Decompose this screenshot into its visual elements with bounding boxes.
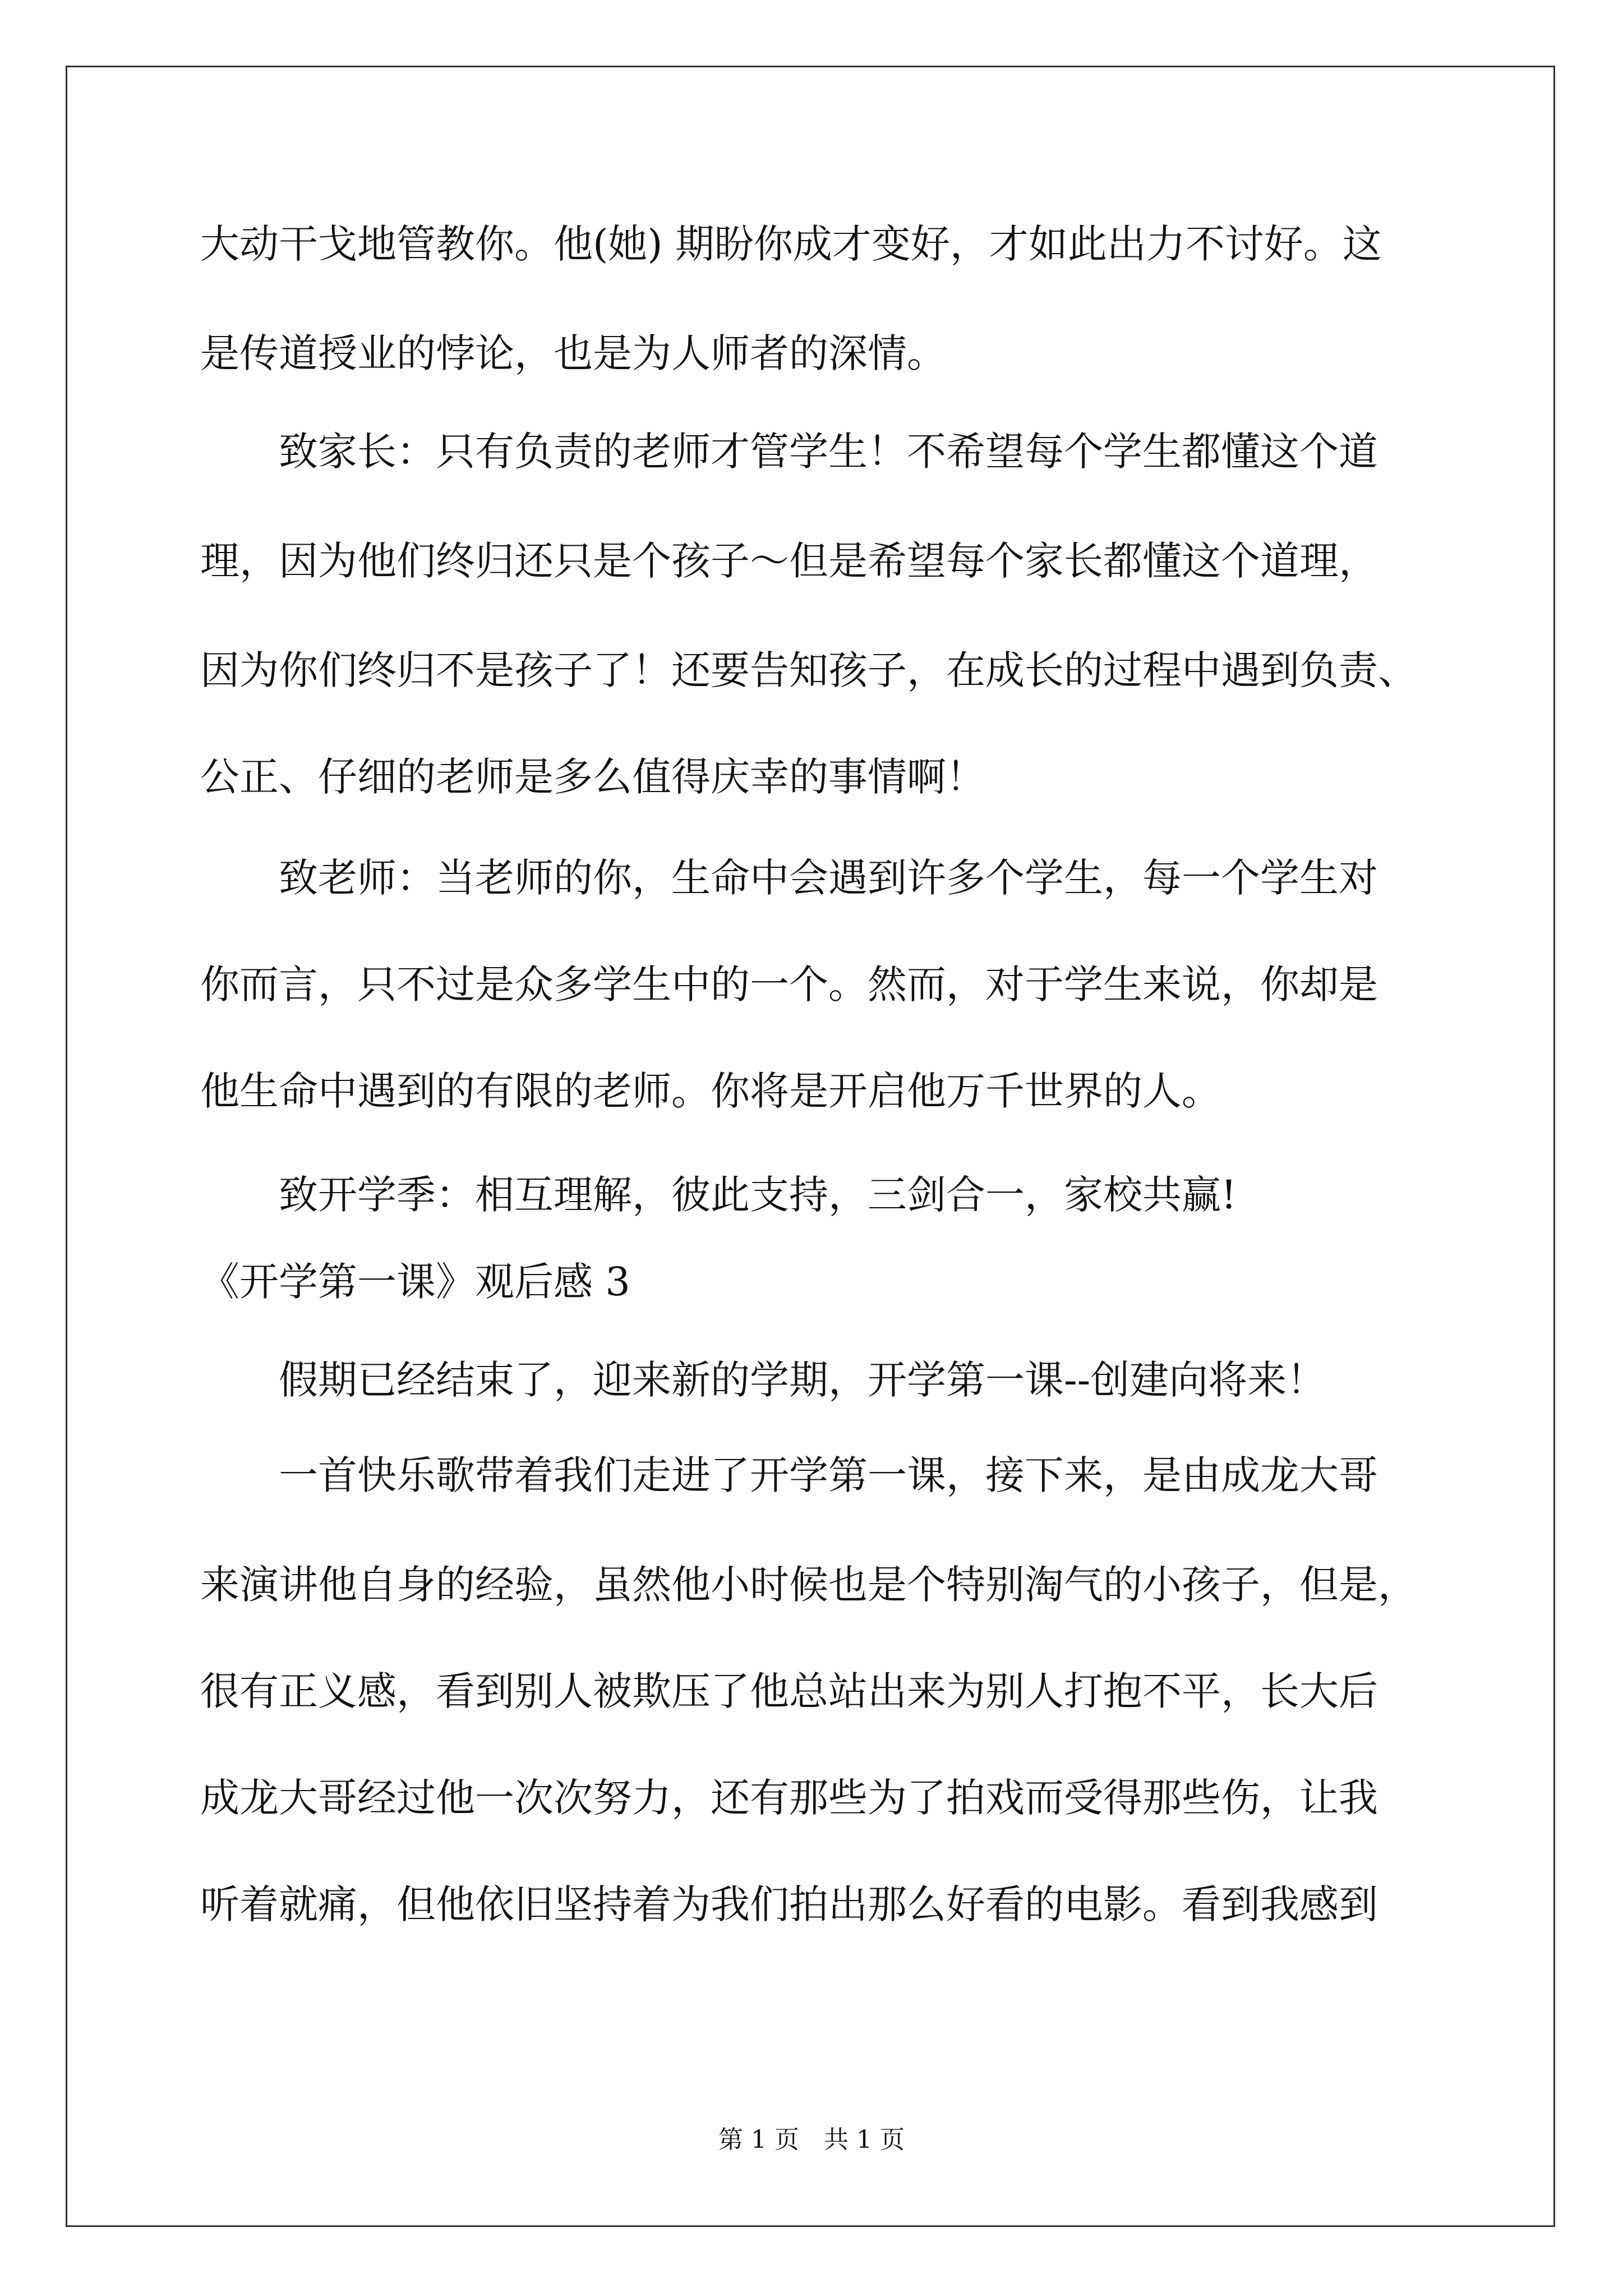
text-line: 听着就痛，但他依旧坚持着为我们拍出那么好看的电影。看到我感到 <box>200 1881 1378 1927</box>
text-line: 很有正义感，看到别人被欺压了他总站出来为别人打抱不平，长大后 <box>200 1668 1378 1714</box>
text-line: 致家长：只有负责的老师才管学生！不希望每个学生都懂这个道 <box>200 429 1378 475</box>
text-line: 大动干戈地管教你。他(她) 期盼你成才变好，才如此出力不讨好。这 <box>200 221 1382 267</box>
page-footer: 第 1 页 共 1 页 <box>718 2125 905 2154</box>
text-line: 他生命中遇到的有限的老师。你将是开启他万千世界的人。 <box>200 1068 1221 1114</box>
text-line: 理，因为他们终归还只是个孩子～但是希望每个家长都懂这个道理， <box>200 538 1378 584</box>
text-line: 成龙大哥经过他一次次努力，还有那些为了拍戏而受得那些伤，让我 <box>200 1775 1378 1821</box>
text-line: 致老师：当老师的你，生命中会遇到许多个学生，每一个学生对 <box>200 855 1378 901</box>
text-line: 致开学季：相互理解，彼此支持，三剑合一，家校共赢! <box>200 1172 1237 1218</box>
text-line: 是传道授业的悖论，也是为人师者的深情。 <box>200 330 946 376</box>
text-line: 你而言，只不过是众多学生中的一个。然而，对于学生来说，你却是 <box>200 961 1378 1007</box>
text-line: 一首快乐歌带着我们走进了开学第一课，接下来，是由成龙大哥 <box>200 1452 1378 1498</box>
text-line: 因为你们终归不是孩子了！还要告知孩子，在成长的过程中遇到负责、 <box>200 647 1417 693</box>
text-line: 来演讲他自身的经验，虽然他小时候也是个特别淘气的小孩子，但是， <box>200 1562 1417 1608</box>
text-line: 假期已经结束了，迎来新的学期，开学第一课--创建向将来！ <box>200 1357 1326 1403</box>
text-line: 公正、仔细的老师是多么值得庆幸的事情啊！ <box>200 754 985 800</box>
section-heading: 《开学第一课》观后感 3 <box>200 1259 630 1305</box>
